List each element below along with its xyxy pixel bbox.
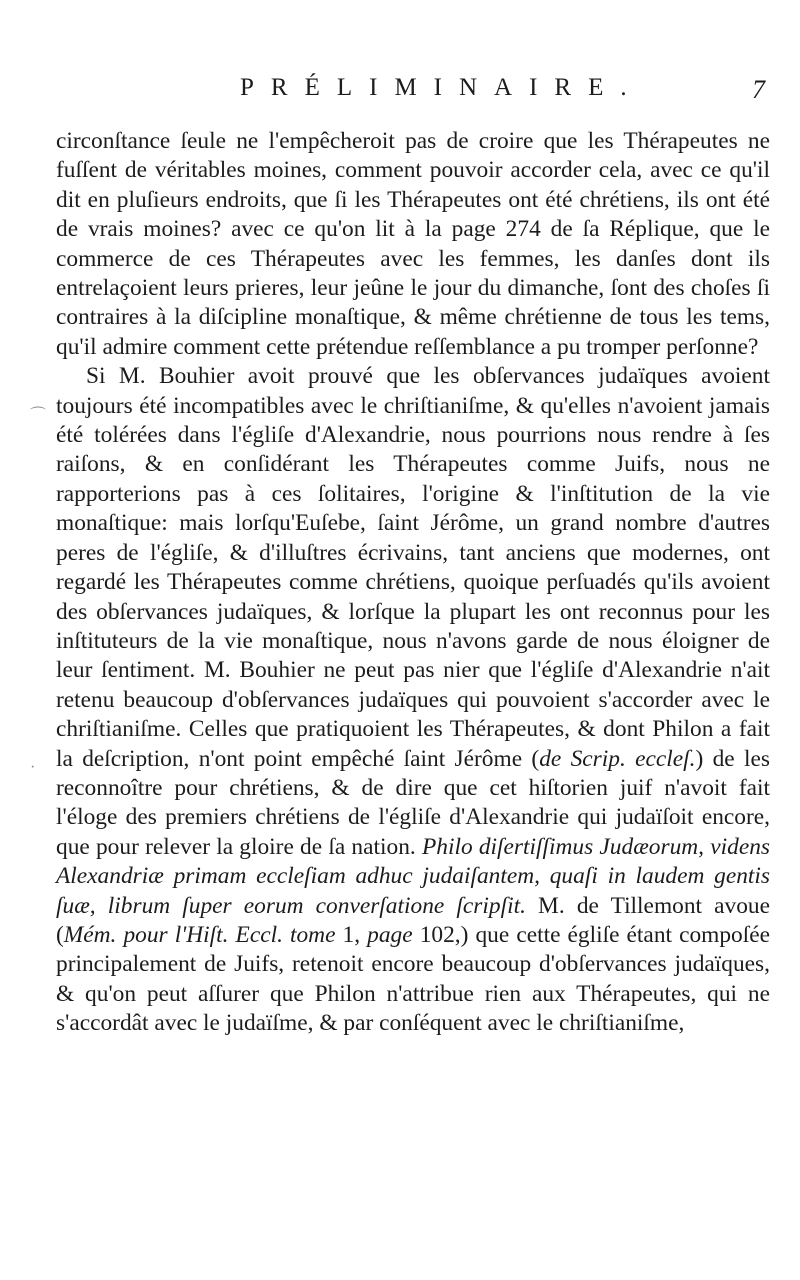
paragraph-2-text-e: 102,) que cette égliſe étant compoſée principalement de Juifs, retenoit encore beaucoup d'obſervances judaïques, & qu'on peut aſſurer que Philon n'attribue rien aux Thérapeutes, qui ne s'accordât avec le judaïſme, & par conſéquent avec le chriſtianiſme, — [56, 921, 770, 1037]
page-header — [0, 72, 800, 108]
body-text — [56, 127, 770, 1039]
citation-page-label: page — [367, 921, 413, 948]
paragraph-2-text-b: ) de les reconnoître pour chrétiens, & de dire que cet hiſtorien juif n'avoit fait l'éloge des premiers chrétiens de l'égliſe d'Alexandrie qui judaïſoit encore, que pour relever la gloire de ſa nation. — [56, 745, 770, 860]
paragraph-2-text-d: 1, — [335, 921, 368, 948]
citation-de-scrip: de Scrip. eccleſ. — [539, 745, 696, 772]
margin-dot-mark: · — [30, 759, 36, 776]
paragraph-2 — [56, 362, 770, 1038]
running-title: PRÉLIMINAIRE. — [240, 74, 644, 101]
page-number: 7 — [752, 75, 765, 104]
paragraph-1-text: circonſtance ſeule ne l'empêcheroit pas de croire que les Thérapeutes ne fuſſent de véritables moines, comment pouvoir accorder cela, avec ce qu'il dit en pluſieurs endroits, que ſi les Thérapeutes ont été chrétiens, ils ont été de vrais moines? avec ce qu'on lit à la page 274 de ſa Réplique, que le commerce de ces Thérapeutes avec les femmes, les danſes dont ils entrelaçoient leurs prieres, leur jeûne le jour du dimanche, ſont des choſes ſi contraires à la diſcipline monaſtique, & même chrétienne de tous les tems, qu'il admire comment cette prétendue reſſemblance a pu tromper perſonne? — [56, 128, 770, 360]
margin-tick-mark: ⌒ — [30, 407, 47, 424]
latin-quotation: Philo diſertiſſimus Judæorum, videns Alexandriæ primam eccleſiam adhuc judaiſantem, quaſi in laudem gentis ſuæ, librum ſuper eorum converſatione ſcripſit. — [56, 833, 770, 919]
paragraph-2-text-c: M. de Tillemont avoue ( — [56, 892, 770, 948]
paragraph-1 — [56, 127, 770, 362]
paragraph-2-text-a: Si M. Bouhier avoit prouvé que les obſervances judaïques avoient toujours été incompatibles avec le chriſtianiſme, & qu'elles n'avoient jamais été tolérées dans l'égliſe d'Alexandrie, nous pourrions nous rendre à ſes raiſons, & en conſidérant les Thérapeutes comme Juifs, nous ne rapporterions pas à ces ſolitaires, l'origine & l'inſtitution de la vie monaſtique: mais lorſqu'Euſebe, ſaint Jérôme, un grand nombre d'autres peres de l'égliſe, & d'illuſtres écrivains, tant anciens que modernes, ont regardé les Thérapeutes comme chrétiens, quoique perſuadés qu'ils avoient des obſervances judaïques, & lorſque la plupart les ont reconnus pour les inſtituteurs de la vie monaſtique, nous n'avons garde de nous éloigner de leur ſentiment. M. Bouhier ne peut pas nier que l'égliſe d'Alexandrie n'ait retenu beaucoup d'obſervances judaïques qui pouvoient s'accorder avec le chriſtianiſme. Celles que pratiquoient les Thérapeutes, & dont Philon a fait la deſcription, n'ont point empêché ſaint Jérôme ( — [56, 363, 770, 772]
citation-memoires: Mém. pour l'Hiſt. Eccl. tome — [63, 921, 336, 948]
